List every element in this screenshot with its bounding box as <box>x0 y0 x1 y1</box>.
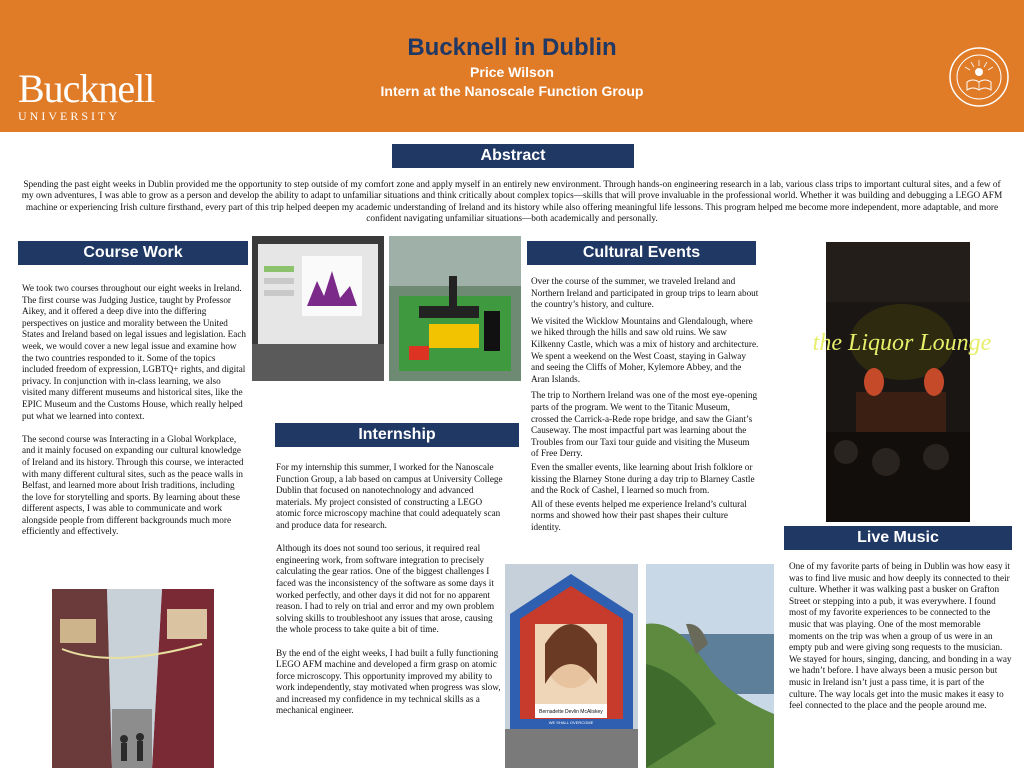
lego-afm-photo <box>389 236 521 381</box>
afm-software-photo <box>252 236 384 381</box>
coastline-photo <box>646 564 774 768</box>
cultural-events-paragraph-1: Over the course of the summer, we traveled Ireland and Northern Ireland and participated in group trips to learn about the country’s history, and culture. <box>531 276 759 310</box>
cultural-events-paragraph-4: Even the smaller events, like learning about Irish folklore or kissing the Blarney Stone during a day trip to Blarney Castle and the Rock of Cashel, I learned so much from. <box>531 461 755 496</box>
poster-title: Bucknell in Dublin <box>407 34 617 61</box>
author-name: Price Wilson <box>470 64 554 80</box>
internship-text <box>276 462 504 729</box>
logo-wordmark: Bucknell <box>18 66 155 111</box>
mural-caption: Bernadette Devlin McAliskey <box>539 709 603 715</box>
internship-paragraph-2: Although its does not sound too serious, it required real engineering work, from software integration to precisely calculating the gear ratios. One of the biggest challenges I faced was the inconsistency of the software as some days it worked perfectly, and other days it did not for no apparent reason. I had to rely on trial and error and my own problem solving skills to troubleshoot any issues that arose, causing the whole process to take quite a bit of time. <box>276 543 495 635</box>
neon-sign: the Liquor Lounge <box>812 330 992 356</box>
mural-photo <box>505 564 638 768</box>
logo-subtitle: UNIVERSITY <box>18 109 120 123</box>
university-seal-icon <box>948 46 1010 108</box>
street-photo <box>52 589 214 768</box>
pub-stage-photo <box>812 242 992 522</box>
abstract-text: Spending the past eight weeks in Dublin provided me the opportunity to step outside of my comfort zone and apply myself in an entirely new environment. Through hands-on engineering research in a lab, various class trips to important cultural sites, and a few of my own adventures, I was able to grow as a person and develop the ability to adapt to unfamiliar situations and think critically about complex topics—skills that will prove invaluable in the professional world. Whether it was building and debugging a LEGO AFM machine or experiencing Irish culture firsthand, every part of this trip helped deepen my academic understanding of Ireland and its history while also offering meaningful life lessons. This program helped me become more independent, more adaptable, and more confident navigating unfamiliar situations—both academically and personally. <box>21 180 1003 225</box>
internship-paragraph-3: By the end of the eight weeks, I had built a fully functioning LEGO AFM machine and developed a firm grasp on atomic force microscopy. This opportunity improved my ability to work independently, stay motivated when progress was slow, and increased my confidence in my technical skills as a mechanical engineer. <box>276 647 501 716</box>
course-work-paragraph-2: The second course was Interacting in a Global Workplace, and it mainly focused on expanding our cultural knowledge of Ireland and its history. Through this course, we interacted with many different cultural sites, such as the peace walls in Belfast, and learned more about Irish traditions, including the love for storytelling and sports. By learning about these different aspects, I was able to communicate and work alongside people from different backgrounds much more efficiently and effectively. <box>22 433 244 537</box>
live-music-text: One of my favorite parts of being in Dublin was how easy it was to find live music and how deeply its connected to their culture. Whether it was walking past a busker on Grafton Street or stepping into a pub, it was everywhere. I found most of my favorite experiences to be connected to the music that was playing. One of the most memorable moments on the trip was when a group of us were in an empty pub and were giving song requests to the musician. We stayed for hours, singing, dancing, and bonding in a way we hadn’t before. I have always been a music person but music in Ireland isn’t just a pass time, it is part of the culture. The way locals get into the music makes it easy to feel connected to the place and the people around me. <box>789 561 1012 711</box>
course-work-text <box>22 283 246 550</box>
mural-subcaption: WE SHALL OVERCOME <box>548 720 594 725</box>
internship-heading: Internship <box>275 423 519 447</box>
internship-paragraph-1: For my internship this summer, I worked for the Nanoscale Function Group, a lab based on campus at University College Dublin that focused on nanotechnology and advanced materials. My project consisted of constructing a LEGO atomic force microscopy machine that could adequately scan and produce data for research. <box>276 462 503 530</box>
course-work-paragraph-1: We took two courses throughout our eight weeks in Ireland. The first course was Judging Justice, taught by Professor Aikey, and it offered a deep dive into the differing perspectives on justice and morality between the United States and Ireland based on legal issues and legislation. Each week, we would cover a new legal issue and examine how the two countries responded to it. Some of the topics included freedom of expression, LGBTQ+ rights, and digital privacy. In conjunction with in-class learning, we also visited many different museums and historical sites, like the EPIC Museum and the Customs House, which really helped put what we learned into context. <box>22 283 247 421</box>
cultural-events-heading: Cultural Events <box>527 241 756 265</box>
author-role: Intern at the Nanoscale Function Group <box>380 83 644 99</box>
abstract-heading: Abstract <box>392 144 634 168</box>
cultural-events-text <box>531 276 759 535</box>
cultural-events-paragraph-2: We visited the Wicklow Mountains and Glendalough, where we hiked through the hills and saw old ruins. We saw Kilkenny Castle, which was a mix of history and architecture. We spent a weekend on the West Coast, staying in Galway and seeing the Cliffs of Moher, Kylemore Abbey, and the Aran Islands. <box>531 315 759 384</box>
course-work-heading: Course Work <box>18 241 248 265</box>
live-music-heading: Live Music <box>784 526 1012 550</box>
cultural-events-paragraph-5: All of these events helped me experience Ireland’s cultural norms and showed how their past shapes their culture identity. <box>531 498 747 532</box>
cultural-events-paragraph-3: The trip to Northern Ireland was one of the most eye-opening parts of the program. We went to the Titanic Museum, crossed the Carrick-a-Rede rope bridge, and saw the Giant’s Causeway. The most impactful part was learning about the Troubles from our Taxi tour guide and visiting the Museum of Free Derry. <box>531 390 758 459</box>
